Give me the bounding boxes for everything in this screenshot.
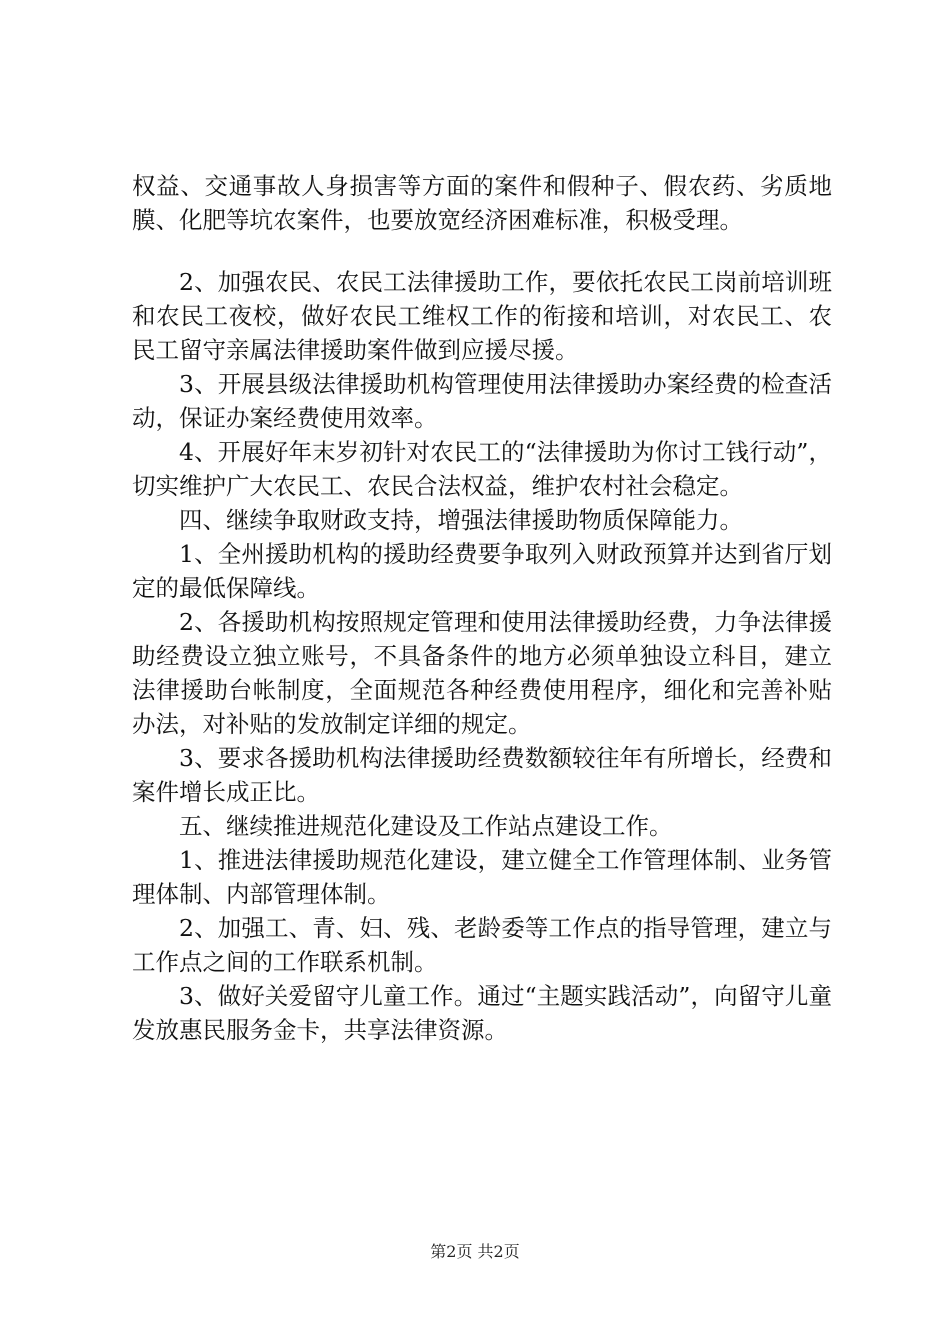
paragraph-item-1-budget: 1、全州援助机构的援助经费要争取列入财政预算并达到省厅划定的最低保障线。	[132, 540, 832, 602]
section-heading-four: 四、继续争取财政支持，增强法律援助物质保障能力。	[179, 506, 743, 534]
paragraph-item-3-inspection: 3、开展县级法律援助机构管理使用法律援助办案经费的检查活动，保证办案经费使用效率。	[132, 370, 832, 432]
paragraph-item-2-funds: 2、各援助机构按照规定管理和使用法律援助经费，力争法律援助经费设立独立账号，不具备条件的地方必须单独设立科目，建立法律援助台帐制度，全面规范各种经费使用程序，细化和完善补贴办法，对补贴的发放制定详细的规定。	[132, 608, 832, 738]
page-number-label: 第2页 共2页	[430, 1242, 520, 1261]
paragraph-continuation: 权益、交通事故人身损害等方面的案件和假种子、假农药、劣质地膜、化肥等坑农案件，也要放宽经济困难标准，积极受理。	[132, 172, 832, 234]
paragraph-item-2-farmers: 2、加强农民、农民工法律援助工作，要依托农民工岗前培训班和农民工夜校，做好农民工维权工作的衔接和培训，对农民工、农民工留守亲属法律援助案件做到应援尽援。	[132, 268, 832, 364]
paragraph-item-3-growth: 3、要求各援助机构法律援助经费数额较往年有所增长，经费和案件增长成正比。	[132, 744, 832, 806]
section-heading-five: 五、继续推进规范化建设及工作站点建设工作。	[179, 812, 673, 840]
paragraph-item-1-standardization: 1、推进法律援助规范化建设，建立健全工作管理体制、业务管理体制、内部管理体制。	[132, 846, 832, 908]
paragraph-item-3-children: 3、做好关爱留守儿童工作。通过“主题实践活动”，向留守儿童发放惠民服务金卡，共享法律资源。	[132, 982, 832, 1044]
document-body	[132, 169, 832, 1047]
paragraph-item-2-workstations: 2、加强工、青、妇、残、老龄委等工作点的指导管理，建立与工作点之间的工作联系机制。	[132, 914, 832, 976]
paragraph-item-4-wages: 4、开展好年末岁初针对农民工的“法律援助为你讨工钱行动”，切实维护广大农民工、农民合法权益，维护农村社会稳定。	[132, 438, 832, 500]
page-footer	[0, 1242, 950, 1262]
